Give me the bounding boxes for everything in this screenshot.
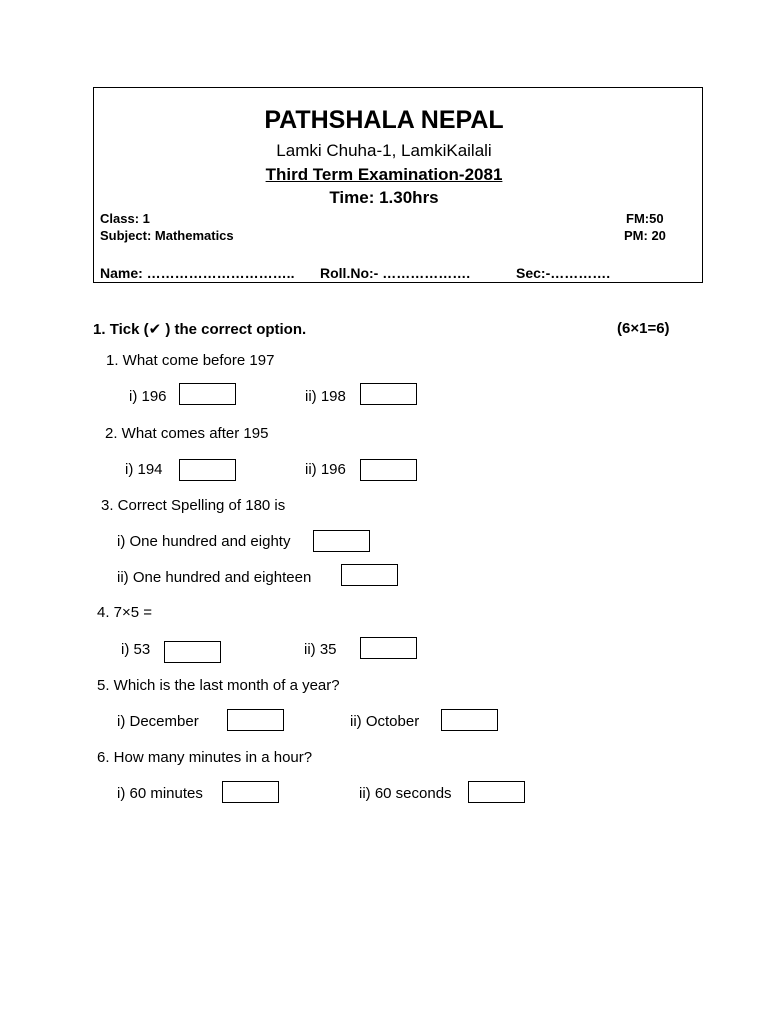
option-label: ii) 198 bbox=[305, 388, 346, 405]
section-instruction-end: ) the correct option. bbox=[161, 321, 307, 338]
exam-time: Time: 1.30hrs bbox=[329, 188, 439, 207]
subject-label: Subject: Mathematics bbox=[100, 228, 234, 243]
question-2: 2. What comes after 195 bbox=[105, 425, 269, 442]
option-label: i) December bbox=[117, 713, 199, 730]
answer-box[interactable] bbox=[468, 781, 525, 803]
section-instruction-start: Tick ( bbox=[109, 321, 149, 338]
question-5: 5. Which is the last month of a year? bbox=[97, 677, 340, 694]
answer-box[interactable] bbox=[341, 564, 398, 586]
answer-box[interactable] bbox=[227, 709, 284, 731]
option-label: i) 60 minutes bbox=[117, 785, 203, 802]
school-address: Lamki Chuha-1, LamkiKailali bbox=[276, 141, 492, 160]
option-label: i) One hundred and eighty bbox=[117, 533, 291, 550]
exam-title: Third Term Examination-2081 bbox=[265, 165, 503, 184]
answer-box[interactable] bbox=[360, 459, 417, 481]
answer-box[interactable] bbox=[360, 637, 417, 659]
section-field: Sec:-…………. bbox=[516, 265, 611, 281]
answer-box[interactable] bbox=[360, 383, 417, 405]
pass-marks: PM: 20 bbox=[624, 228, 666, 243]
answer-box[interactable] bbox=[441, 709, 498, 731]
option-label: ii) 35 bbox=[304, 641, 337, 658]
answer-box[interactable] bbox=[179, 459, 236, 481]
roll-field: Roll.No:- ………………. bbox=[320, 265, 471, 281]
answer-box[interactable] bbox=[179, 383, 236, 405]
question-3: 3. Correct Spelling of 180 is bbox=[101, 497, 286, 514]
option-label: i) 53 bbox=[121, 641, 151, 658]
tick-icon: ✔ bbox=[148, 321, 162, 338]
answer-box[interactable] bbox=[164, 641, 221, 663]
class-label: Class: 1 bbox=[100, 211, 150, 226]
question-1: 1. What come before 197 bbox=[106, 352, 275, 369]
section-number: 1. bbox=[93, 321, 106, 338]
full-marks: FM:50 bbox=[626, 211, 664, 226]
answer-box[interactable] bbox=[313, 530, 370, 552]
option-label: ii) October bbox=[350, 713, 420, 730]
option-label: ii) 196 bbox=[305, 461, 346, 478]
school-name: PATHSHALA NEPAL bbox=[264, 106, 504, 134]
option-label: ii) One hundred and eighteen bbox=[117, 569, 312, 586]
section-marks: (6×1=6) bbox=[617, 320, 670, 337]
option-label: i) 194 bbox=[125, 461, 163, 478]
answer-box[interactable] bbox=[222, 781, 279, 803]
question-6: 6. How many minutes in a hour? bbox=[97, 749, 313, 766]
question-4: 4. 7×5 = bbox=[97, 604, 153, 621]
option-label: i) 196 bbox=[129, 388, 167, 405]
option-label: ii) 60 seconds bbox=[359, 785, 452, 802]
name-field: Name: ………………………….. bbox=[100, 265, 295, 281]
section-heading bbox=[93, 320, 306, 338]
